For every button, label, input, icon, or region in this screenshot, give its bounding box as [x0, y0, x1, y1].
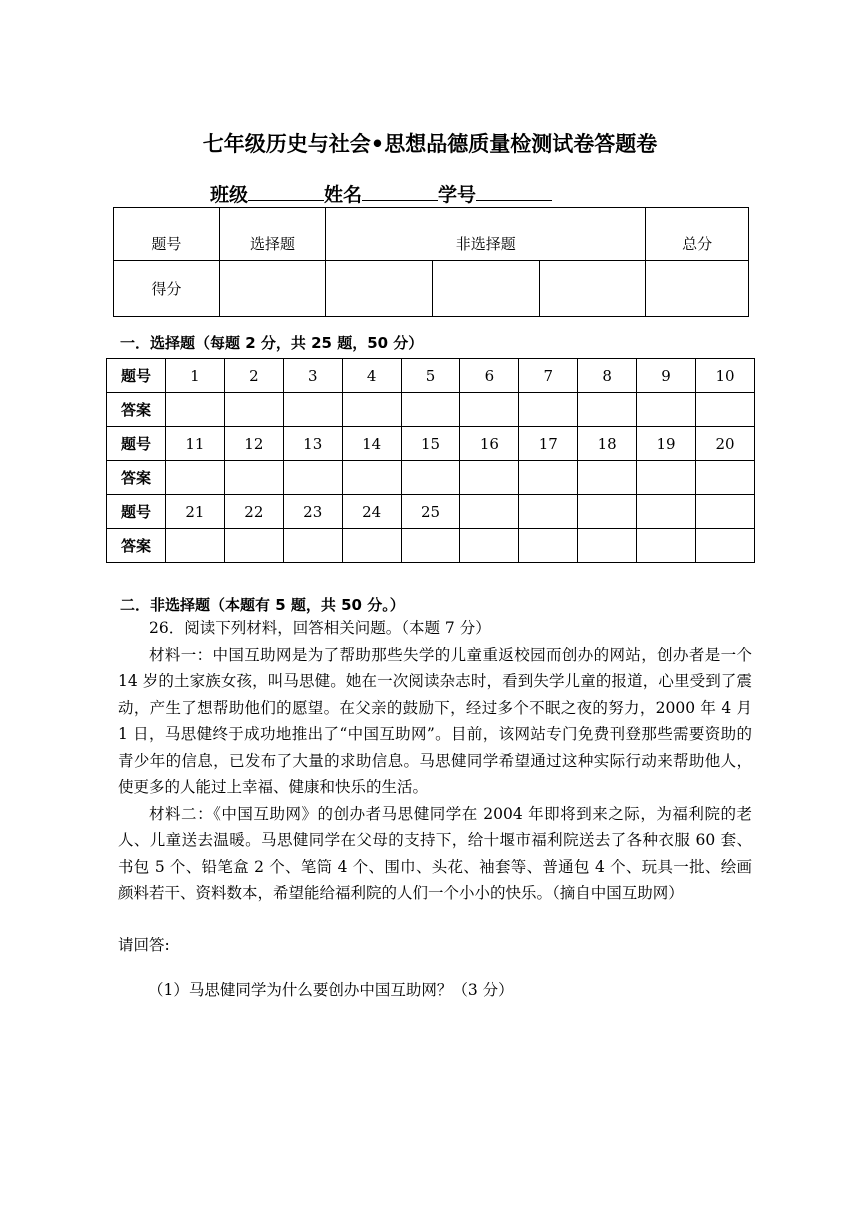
answer-row-label: 答案: [107, 529, 166, 563]
number-row-label: 题号: [107, 495, 166, 529]
question-number-cell: 7: [519, 359, 578, 393]
answer-row-label: 答案: [107, 393, 166, 427]
number-row-label: 题号: [107, 359, 166, 393]
answer-cell[interactable]: [224, 529, 283, 563]
material-two: 材料二：《中国互助网》的创办者马思健同学在 2004 年即将到来之际，为福利院的老人、儿童送去温暖。马思健同学在父母的支持下，给十堰市福利院送去了各种衣服 60 套、书包 5 个、铅笔盒 2 个、笔筒 4 个、围巾、头花、袖套等、普通包 4 个、玩具一批、绘画颜料若干、资料数本，希望能给福利院的人们一个小小的快乐。（摘自中国互助网）: [118, 804, 752, 902]
answer-row-label: 答案: [107, 461, 166, 495]
answer-row: [107, 461, 755, 495]
score-header-nonchoice: 非选择题: [326, 208, 646, 261]
answer-cell[interactable]: [166, 529, 225, 563]
question-number-cell: [637, 495, 696, 529]
question-number-cell: 6: [460, 359, 519, 393]
answer-cell[interactable]: [166, 393, 225, 427]
question-number-cell: 13: [283, 427, 342, 461]
page-title: 七年级历史与社会•思想品德质量检测试卷答题卷: [202, 132, 658, 156]
section2-heading: 二．非选择题（本题有 5 题，共 50 分。）: [120, 596, 405, 614]
answer-cell[interactable]: [637, 393, 696, 427]
answer-cell[interactable]: [637, 461, 696, 495]
question-number-cell: 3: [283, 359, 342, 393]
question-number-cell: 4: [342, 359, 401, 393]
question-number-cell: 10: [696, 359, 755, 393]
answer-cell[interactable]: [283, 393, 342, 427]
answer-cell[interactable]: [460, 529, 519, 563]
question-number-cell: 5: [401, 359, 460, 393]
answer-cell[interactable]: [224, 461, 283, 495]
number-row: [107, 359, 755, 393]
question-number-cell: 16: [460, 427, 519, 461]
answer-table: [106, 358, 755, 563]
id-label: 学号: [438, 184, 477, 206]
score-header-total: 总分: [646, 208, 749, 261]
answer-cell[interactable]: [578, 529, 637, 563]
question-number-cell: 17: [519, 427, 578, 461]
question-number-cell: 19: [637, 427, 696, 461]
name-field[interactable]: [362, 182, 438, 201]
answer-row: [107, 529, 755, 563]
sub-question-1: （1）马思健同学为什么要创办中国互助网？（3 分）: [148, 981, 514, 999]
number-row: [107, 495, 755, 529]
question-number-cell: [696, 495, 755, 529]
score-cell-nonchoice-1[interactable]: [326, 261, 433, 317]
answer-cell[interactable]: [224, 393, 283, 427]
answer-cell[interactable]: [401, 529, 460, 563]
question-number-cell: 2: [224, 359, 283, 393]
score-cell-choice[interactable]: [219, 261, 326, 317]
answer-cell[interactable]: [283, 461, 342, 495]
question-number-cell: 21: [166, 495, 225, 529]
student-info-line: [210, 180, 552, 207]
question-number-cell: [519, 495, 578, 529]
answer-cell[interactable]: [578, 393, 637, 427]
score-row-label: 得分: [114, 261, 220, 317]
question-number-cell: 9: [637, 359, 696, 393]
question-number-cell: [460, 495, 519, 529]
answer-cell[interactable]: [401, 461, 460, 495]
answer-cell[interactable]: [637, 529, 696, 563]
class-label: 班级: [210, 184, 249, 206]
question-number-cell: 14: [342, 427, 401, 461]
question-number-cell: 15: [401, 427, 460, 461]
class-field[interactable]: [248, 182, 324, 201]
answer-cell[interactable]: [342, 393, 401, 427]
score-cell-nonchoice-3[interactable]: [539, 261, 646, 317]
question-number-cell: 12: [224, 427, 283, 461]
answer-cell[interactable]: [519, 529, 578, 563]
answer-cell[interactable]: [166, 461, 225, 495]
answer-cell[interactable]: [578, 461, 637, 495]
question-number-cell: 1: [166, 359, 225, 393]
question-number-cell: 11: [166, 427, 225, 461]
section1-heading: 一．选择题（每题 2 分，共 25 题，50 分）: [120, 334, 424, 352]
question-number-cell: 24: [342, 495, 401, 529]
number-row-label: 题号: [107, 427, 166, 461]
answer-cell[interactable]: [342, 461, 401, 495]
answer-cell[interactable]: [460, 461, 519, 495]
score-table: [113, 207, 749, 317]
question-26-block: [118, 615, 752, 907]
name-label: 姓名: [324, 184, 363, 206]
question-number-cell: [578, 495, 637, 529]
answer-cell[interactable]: [696, 529, 755, 563]
answer-cell[interactable]: [519, 393, 578, 427]
question-number-cell: 20: [696, 427, 755, 461]
question-number-cell: 25: [401, 495, 460, 529]
question-number-cell: 8: [578, 359, 637, 393]
number-row: [107, 427, 755, 461]
answer-cell[interactable]: [342, 529, 401, 563]
answer-prompt: 请回答:: [118, 936, 170, 954]
score-cell-total[interactable]: [646, 261, 749, 317]
answer-cell[interactable]: [401, 393, 460, 427]
score-header-number: 题号: [114, 208, 220, 261]
answer-cell[interactable]: [283, 529, 342, 563]
question-26-stem: 26．阅读下列材料，回答相关问题。（本题 7 分）: [149, 619, 491, 637]
score-cell-nonchoice-2[interactable]: [432, 261, 539, 317]
answer-cell[interactable]: [696, 461, 755, 495]
question-number-cell: 22: [224, 495, 283, 529]
answer-cell[interactable]: [519, 461, 578, 495]
id-field[interactable]: [476, 182, 552, 201]
answer-cell[interactable]: [460, 393, 519, 427]
answer-row: [107, 393, 755, 427]
material-one: 材料一：中国互助网是为了帮助那些失学的儿童重返校园而创办的网站，创办者是一个 14 岁的土家族女孩，叫马思健。她在一次阅读杂志时，看到失学儿童的报道，心里受到了震动，产生了想帮助他们的愿望。在父亲的鼓励下，经过多个不眠之夜的努力，2000 年 4 月 1 日，马思健终于成功地推出了“中国互助网”。目前，该网站专门免费刊登那些需要资助的青少年的信息，已发布了大量的求助信息。马思健同学希望通过这种实际行动来帮助他人，使更多的人能过上幸福、健康和快乐的生活。: [118, 645, 752, 796]
answer-cell[interactable]: [696, 393, 755, 427]
score-header-choice: 选择题: [219, 208, 326, 261]
question-number-cell: 23: [283, 495, 342, 529]
question-number-cell: 18: [578, 427, 637, 461]
